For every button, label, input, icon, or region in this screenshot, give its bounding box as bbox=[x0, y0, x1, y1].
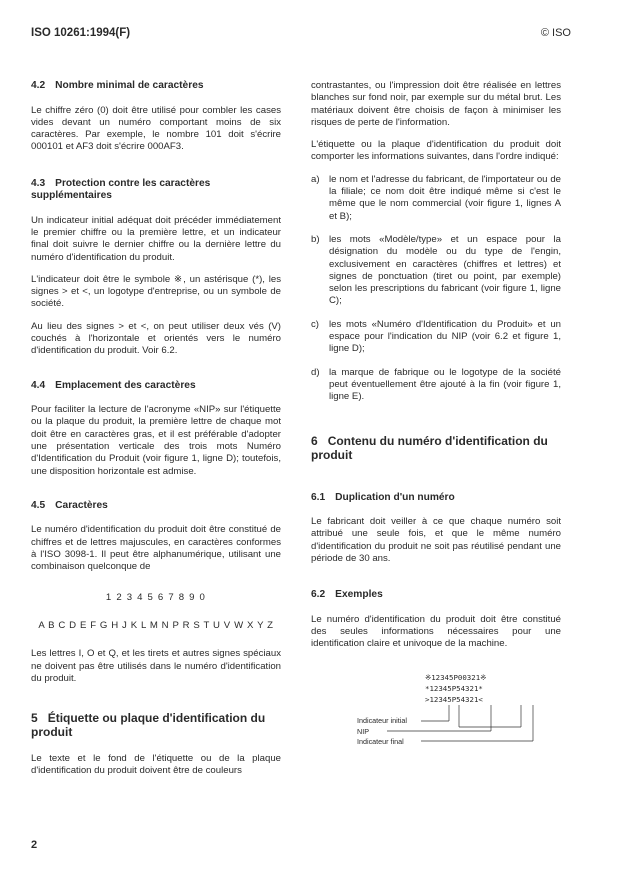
label-final-indicator: Indicateur final bbox=[357, 736, 404, 746]
standard-reference: ISO 10261:1994(F) bbox=[31, 27, 131, 39]
section-4-3-paragraph-2: L'indicateur doit être le symbole ※, un astérisque (*), les signes > et <, un logotype d'entreprise, ou un symbole de société. bbox=[31, 273, 281, 310]
section-4-5-heading: 4.5 Caractères bbox=[31, 499, 108, 511]
copyright-mark: © ISO bbox=[540, 27, 571, 39]
example-code-asterisk: *12345P54321* bbox=[425, 683, 483, 693]
section-4-2-heading: 4.2 Nombre minimal de caractères bbox=[31, 80, 204, 91]
list-item: a) le nom et l'adresse du fabricant, de l'importateur ou de la filiale; ce nom doit être indiqué même si c'est le même que le nom commercial (voir figure 1, lignes A et B); bbox=[311, 173, 561, 222]
allowed-letters: A B C D E F G H J K L M N P R S T U V W X Y Z bbox=[38, 619, 274, 631]
list-item: b) les mots «Modèle/type» et un espace pour la désignation du modèle ou du type de l'engin, exclusivement en caractères (chiffres et lettres) et signes de ponctuation (tiret ou point, par exemple) selon les prescriptions du fabricant (voir figure 1, ligne C); bbox=[311, 233, 561, 307]
section-5-heading: 5 Étiquette ou plaque d'identification du produit bbox=[31, 711, 266, 740]
section-6-1-heading: 6.1 Duplication d'un numéro bbox=[311, 491, 455, 503]
section-4-4-heading: 4.4 Emplacement des caractères bbox=[31, 379, 196, 391]
list-item: c) les mots «Numéro d'Identification du Produit» et un espace pour l'indication du NIP (voir 6.2 et figure 1, ligne D); bbox=[311, 318, 561, 355]
section-4-3-paragraph-1: Un indicateur initial adéquat doit précéder immédiatement le premier chiffre ou la première lettre, et un indicateur final doit suivre le dernier chiffre ou la dernière lettre du numéro d'identification du produit. bbox=[31, 214, 281, 263]
right-column bbox=[311, 80, 561, 749]
continued-paragraph: contrastantes, ou l'impression doit être réalisée en lettres blanches sur fond noir, par exemple sur du métal brut. Les matériaux doivent être choisis de façon à minimiser les risques de perte de l'information. bbox=[311, 80, 561, 128]
nip-example-figure bbox=[311, 669, 561, 749]
section-6-heading: 6 Contenu du numéro d'identification du produit bbox=[311, 433, 548, 462]
section-4-3-paragraph-3: Au lieu des signes > et <, on peut utiliser deux vés (V) couchés à l'horizontale et orientés vers le numéro d'identification du produit. Voir 6.2. bbox=[31, 320, 281, 357]
section-5-paragraph: Le texte et le fond de l'étiquette ou de la plaque d'identification du produit doivent être de couleurs bbox=[31, 753, 281, 777]
section-4-4-paragraph: Pour faciliter la lecture de l'acronyme «NIP» sur l'étiquette ou la plaque du produit, la première lettre de chaque mot doit être en caractères gras, et il est préférable d'adopter une présentation verticale des trois mots Numéro d'Identification du Produit (voir figure 1, ligne D); toutefois, une disposition horizontale est admise. bbox=[31, 404, 281, 477]
section-4-3-heading: 4.3 Protection contre les caractères supplémentaires bbox=[31, 177, 211, 202]
label-initial-indicator: Indicateur initial bbox=[357, 715, 407, 725]
page-number: 2 bbox=[31, 839, 38, 851]
label-contents-list bbox=[311, 174, 561, 404]
example-code-star: ※12345P00321※ bbox=[425, 672, 487, 682]
example-code-angle: >12345P54321< bbox=[425, 694, 483, 704]
allowed-digits: 1 2 3 4 5 6 7 8 9 0 bbox=[105, 591, 207, 603]
section-4-5-paragraph-1: Le numéro d'identification du produit doit être constitué de chiffres et de lettres majuscules, en caractères conformes à l'ISO 3098-1. Il peut être alphanumérique, utilisant une combinaison quelconque de bbox=[31, 524, 281, 573]
section-6-1-paragraph: Le fabricant doit veiller à ce que chaque numéro soit attribué une seule fois, et que le même numéro d'identification du produit ne soit pas réutilisé pendant une période de 30 ans. bbox=[311, 516, 561, 564]
label-nip: NIP bbox=[357, 726, 369, 736]
section-6-2-paragraph: Le numéro d'identification du produit doit être constitué des seules informations nécessaires pour une identification claire et univoque de la machine. bbox=[311, 613, 561, 650]
list-item: d) la marque de fabrique ou le logotype de la société peut éventuellement être ajouté à la fin (voir figure 1, ligne E). bbox=[311, 366, 561, 403]
section-4-5-paragraph-2: Les lettres I, O et Q, et les tirets et autres signes spéciaux ne doivent pas être utilisés dans le numéro d'identification du produit. bbox=[31, 648, 281, 684]
label-contents-intro: L'étiquette ou la plaque d'identification du produit doit comporter les informations suivantes, dans l'ordre indiqué: bbox=[311, 139, 561, 163]
left-column bbox=[31, 80, 281, 788]
section-6-2-heading: 6.2 Exemples bbox=[311, 589, 383, 601]
section-4-2-paragraph: Le chiffre zéro (0) doit être utilisé pour combler les cases vides devant un numéro comportant moins de six caractères. Par exemple, le nombre 101 doit s'écrire 000101 et AF3 doit s'écrire 000AF3. bbox=[31, 104, 281, 153]
